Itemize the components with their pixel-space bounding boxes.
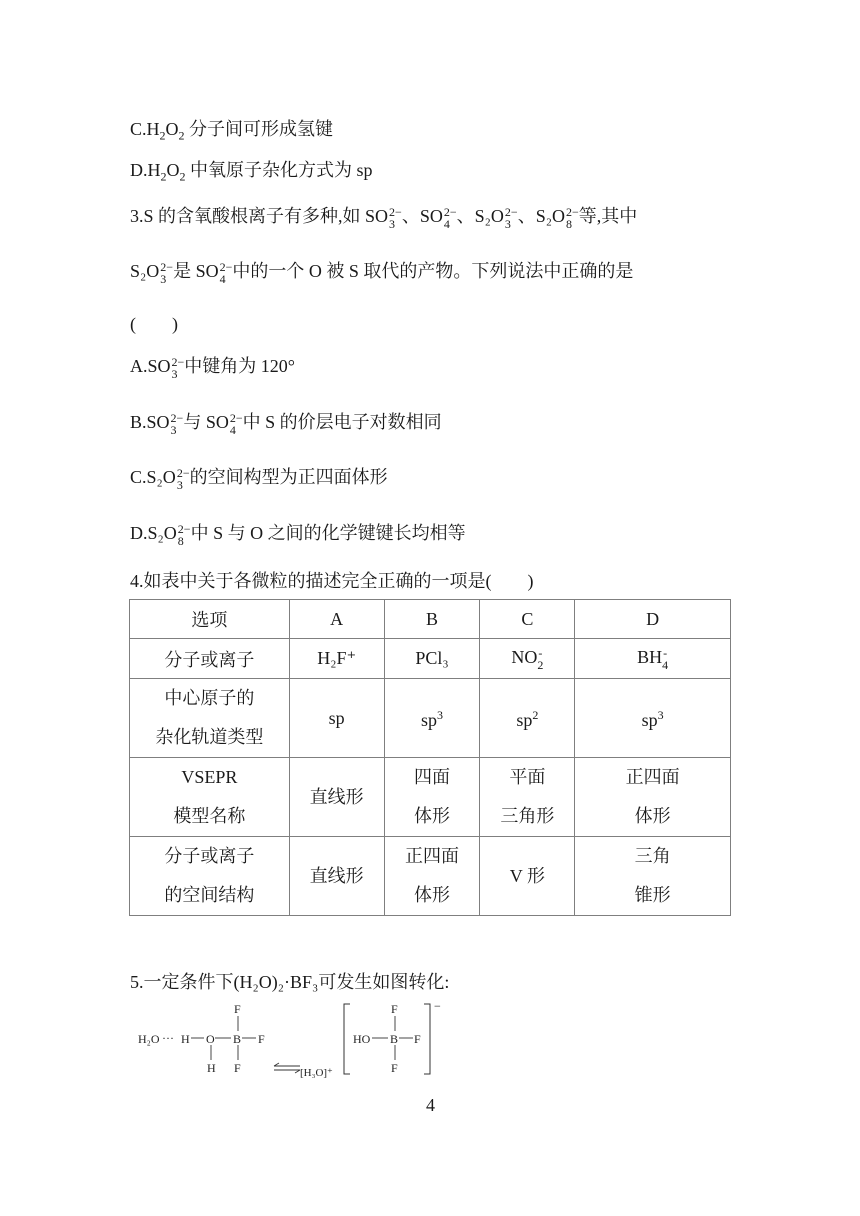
table-cell: NO - 2 bbox=[480, 639, 575, 679]
o-atom: O bbox=[206, 1032, 215, 1046]
table-row bbox=[130, 837, 731, 916]
h2o-label: H₂O bbox=[138, 1032, 160, 1046]
row-label: 分子或离子 bbox=[130, 639, 290, 679]
table-cell: H₂F⁺ bbox=[289, 639, 384, 679]
f-atom: F bbox=[414, 1032, 421, 1046]
table-row bbox=[130, 639, 731, 679]
ho-group: HO bbox=[353, 1032, 371, 1046]
h-atom: H bbox=[181, 1032, 190, 1046]
table-cell: 正四面 体形 bbox=[384, 837, 480, 916]
f-atom: F bbox=[258, 1032, 265, 1046]
table-header: 选项 bbox=[130, 600, 290, 639]
table-cell: sp bbox=[289, 679, 384, 758]
table-cell: 直线形 bbox=[289, 837, 384, 916]
table-cell: 四面 体形 bbox=[384, 758, 480, 837]
answer-paren: ( ) bbox=[130, 314, 178, 334]
ion-so4: SO 2− 4 bbox=[419, 204, 457, 231]
table-header: A bbox=[289, 600, 384, 639]
option-3b: B.SO 2− 3 与 SO 2− 4 中 S 的价层电子对数相同 bbox=[130, 410, 442, 437]
table-cell: 正四面 体形 bbox=[575, 758, 731, 837]
page-number: 4 bbox=[426, 1095, 435, 1115]
table-cell: V 形 bbox=[480, 837, 575, 916]
row-label: 中心原子的 杂化轨道类型 bbox=[130, 679, 290, 758]
table-cell: 直线形 bbox=[289, 758, 384, 837]
reaction-diagram bbox=[134, 1000, 454, 1080]
table-row bbox=[130, 679, 731, 758]
ion-so4: SO 2− 4 bbox=[195, 259, 233, 286]
question-3-stem: 3.S 的含氧酸根离子有多种,如 SO 2− 3 、SO 2− 4 、S₂O 2− 3 、S₂O 2− 8 等,其中 bbox=[130, 204, 638, 231]
f-atom: F bbox=[391, 1002, 398, 1016]
table-header: D bbox=[575, 600, 731, 639]
table-cell: 平面 三角形 bbox=[480, 758, 575, 837]
h-atom: H bbox=[207, 1061, 216, 1075]
ion-s2o8: S₂O 2− 8 bbox=[535, 204, 579, 231]
question-5-stem: 5.一定条件下(H₂O)₂·BF₃可发生如图转化: bbox=[130, 972, 450, 992]
ion-s2o3: S₂O 2− 3 bbox=[130, 259, 174, 286]
table-cell: $sp^3$ bbox=[384, 679, 480, 758]
ion-so3: SO 2− 3 bbox=[146, 410, 184, 437]
ion-so3: SO 2− 3 bbox=[147, 354, 185, 381]
option-3d: D.S₂O 2− 8 中 S 与 O 之间的化学键键长均相等 bbox=[130, 521, 466, 548]
species-table bbox=[129, 599, 731, 916]
option-2d: $D.H_2O_2$ 中氧原子杂化方式为 sp bbox=[130, 160, 373, 184]
option-3c: C.S₂O 2− 3 的空间构型为正四面体形 bbox=[130, 465, 388, 492]
b-atom: B bbox=[390, 1032, 399, 1046]
row-label: 分子或离子 的空间结构 bbox=[130, 837, 290, 916]
table-row bbox=[130, 758, 731, 837]
question-3-stem-line2: S₂O 2− 3 是 SO 2− 4 中的一个 O 被 S 取代的产物。下列说法中正确的是 bbox=[130, 259, 634, 286]
ion-so3: SO 2− 3 bbox=[365, 204, 402, 231]
option-3a: A.SO 2− 3 中键角为 120° bbox=[130, 354, 295, 381]
row-label: VSEPR 模型名称 bbox=[130, 758, 290, 837]
ion-s2o3: S₂O 2− 3 bbox=[474, 204, 518, 231]
table-header-row bbox=[130, 600, 731, 639]
arrow-label: [H₃O]⁺ bbox=[300, 1067, 333, 1079]
table-header: C bbox=[480, 600, 575, 639]
ion-s2o3: S₂O 2− 3 bbox=[146, 465, 190, 492]
table-header: B bbox=[384, 600, 480, 639]
f-atom: F bbox=[234, 1002, 241, 1016]
question-4-stem: 4.如表中关于各微粒的描述完全正确的一项是( ) bbox=[130, 571, 534, 591]
table-cell: $sp^3$ bbox=[575, 679, 731, 758]
table-cell: PCl₃ bbox=[384, 639, 480, 679]
table-cell: BH - 4 bbox=[575, 639, 731, 679]
charge-sign: − bbox=[434, 1000, 441, 1013]
f-atom: F bbox=[391, 1061, 398, 1075]
f-atom: F bbox=[234, 1061, 241, 1075]
table-cell: 三角 锥形 bbox=[575, 837, 731, 916]
ion-s2o8: S₂O 2− 8 bbox=[147, 521, 191, 548]
table-cell: $sp^2$ bbox=[480, 679, 575, 758]
option-2c: $C.H_2O_2$ 分子间可形成氢键 bbox=[130, 119, 334, 143]
b-atom: B bbox=[233, 1032, 242, 1046]
ion-so4: SO 2− 4 bbox=[205, 410, 243, 437]
hbond-dots: ··· bbox=[162, 1031, 174, 1045]
